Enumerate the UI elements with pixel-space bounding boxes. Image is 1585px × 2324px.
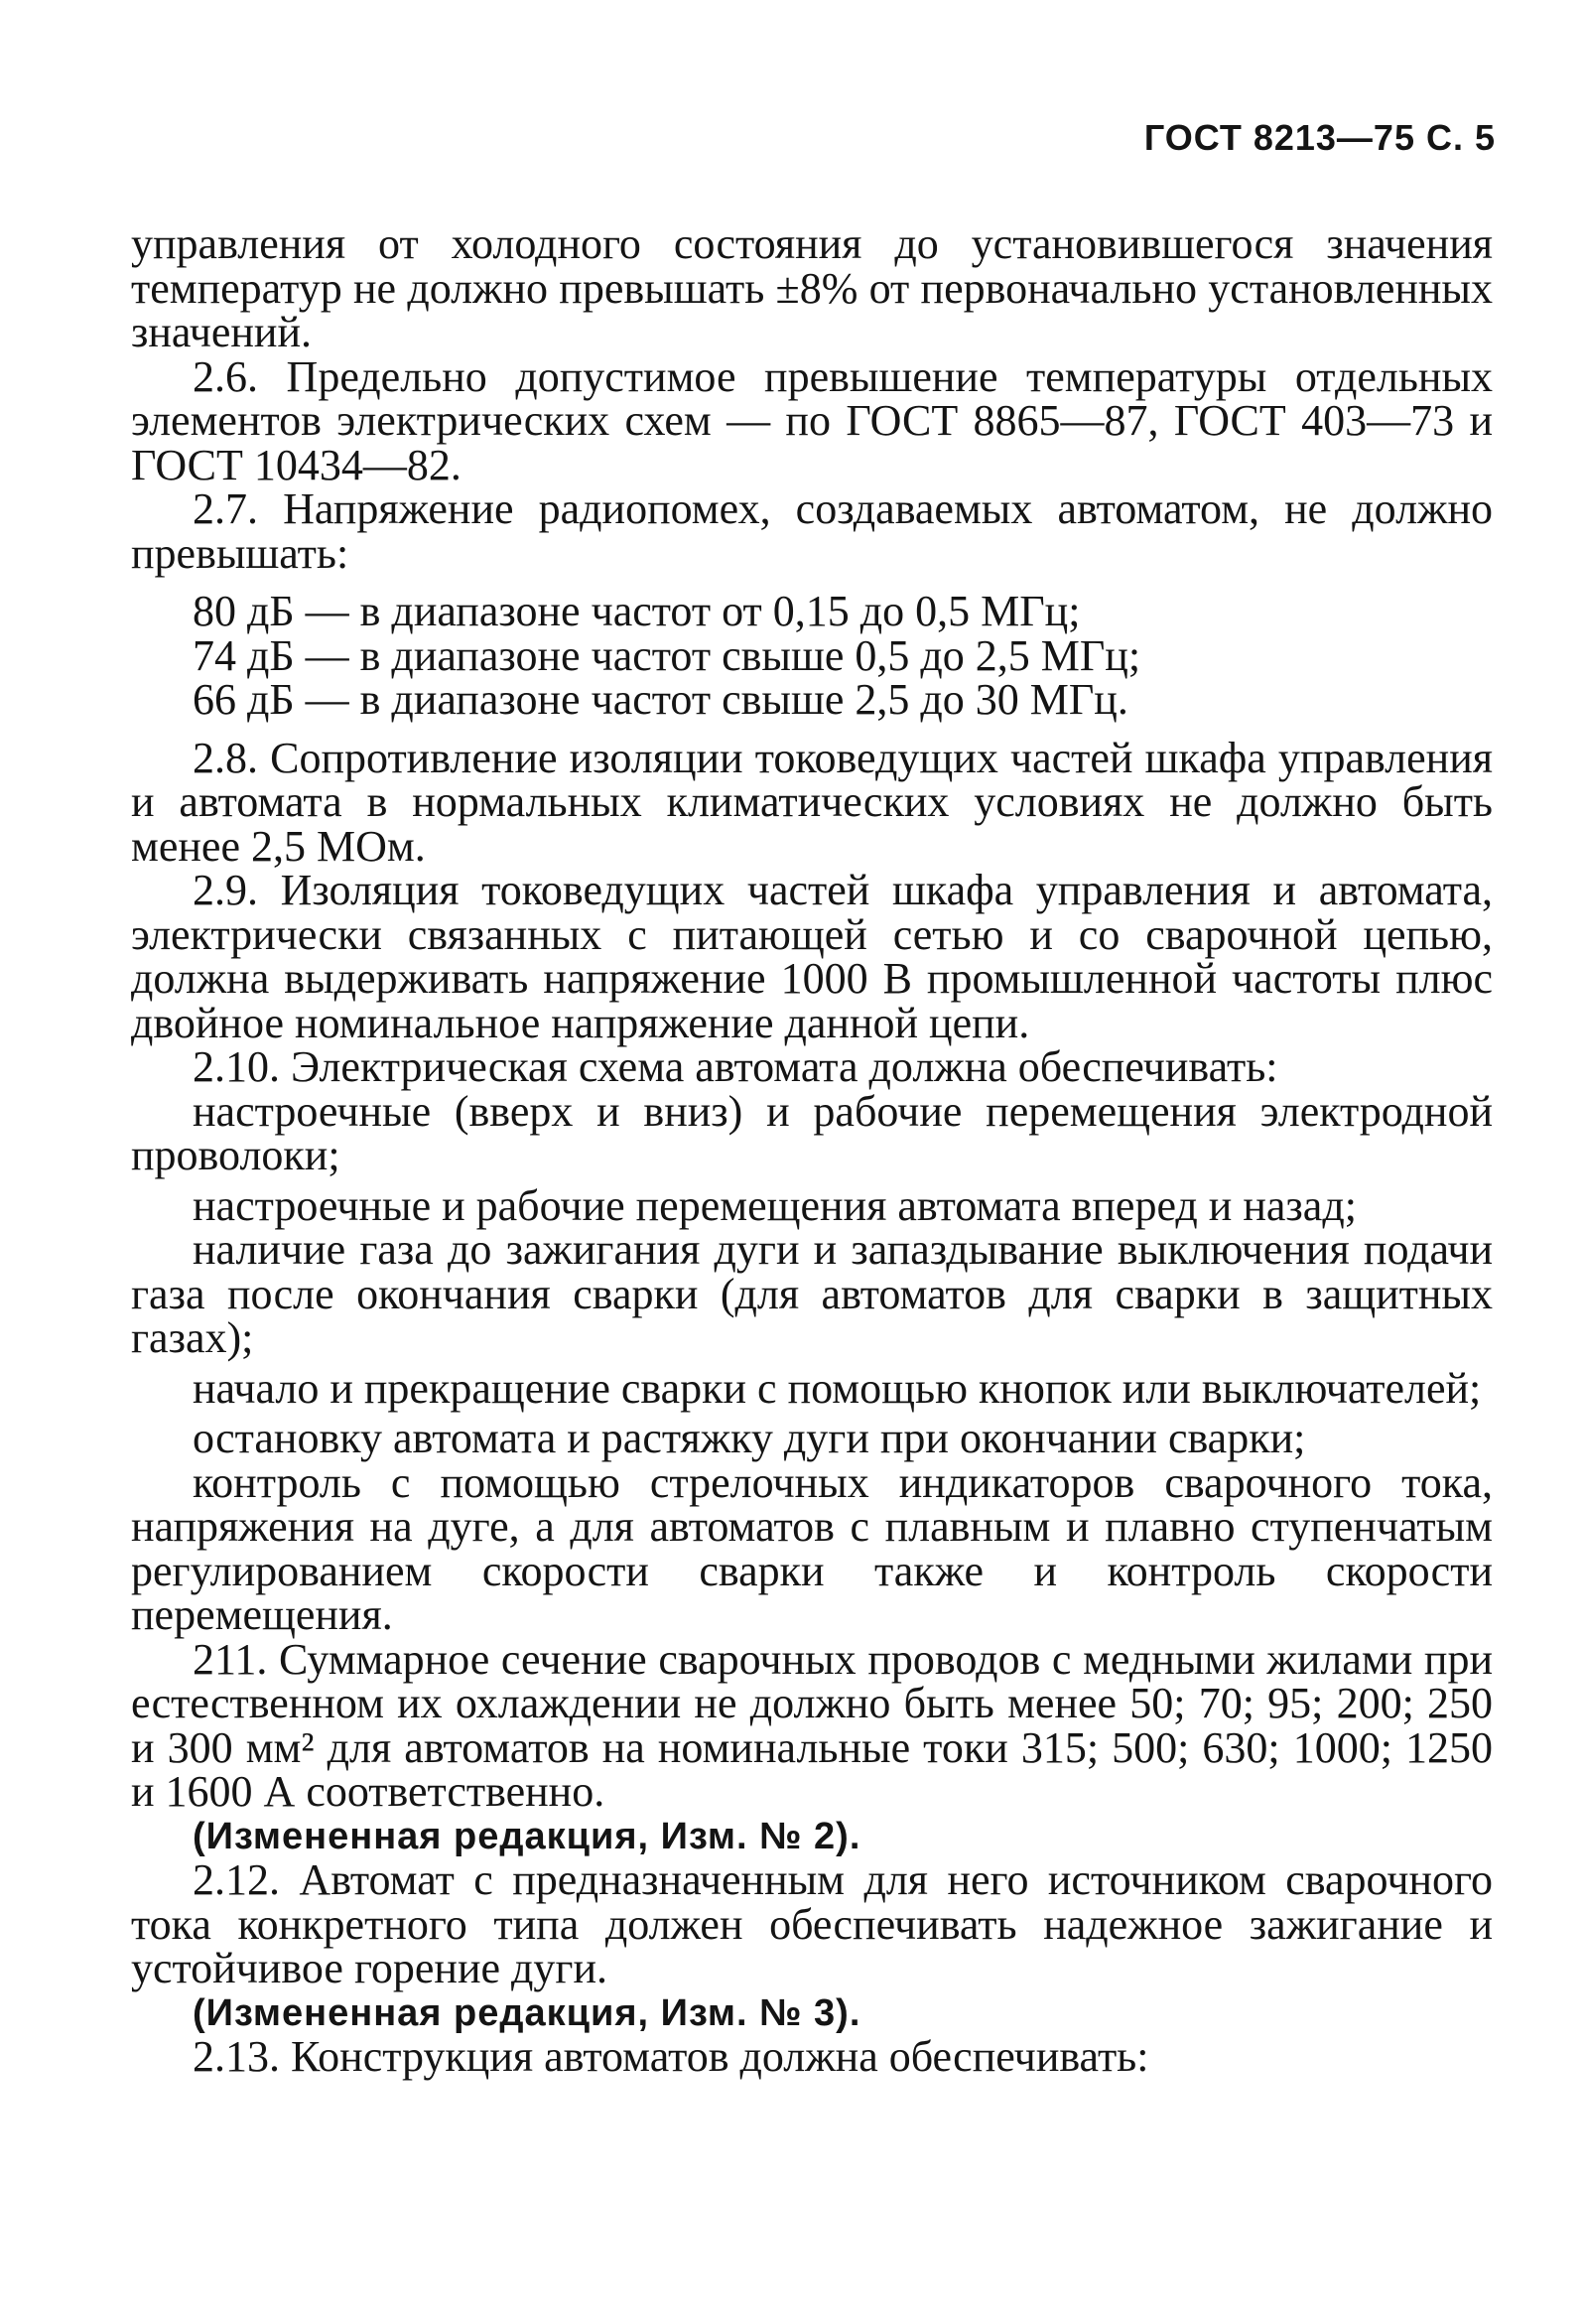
paragraph-2-5-continuation: управления от холодного состояния до установившегося значения температур не должно превышать ±8% от первоначально установленных значений. [131,219,1493,356]
paragraph-2-10-item-2: настроечные и рабочие перемещения автомата вперед и назад; [193,1180,1357,1230]
paragraph-2-6: 2.6. Предельно допустимое превышение температуры отдельных элементов электрических схем — по ГОСТ 8865—87, ГОСТ 403—73 и ГОСТ 10434—82. [131,351,1493,489]
paragraph-2-10-item-3: наличие газа до зажигания дуги и запаздывание выключения подачи газа после окончания сварки (для автоматов для сварки в защитных газах); [131,1225,1493,1362]
paragraph-2-8: 2.8. Сопротивление изоляции токоведущих частей шкафа управления и автомата в нормальных климатических условиях не должно быть менее 2,5 МОм. [131,733,1493,871]
paragraph-2-7-item-2: 74 дБ — в диапазоне частот свыше 0,5 до 2,5 МГц; [193,630,1141,680]
paragraph-2-11: 211. Суммарное сечение сварочных проводов с медными жилами при естественном их охлаждении не должно быть менее 50; 70; 95; 200; 250 и 300 мм² для автоматов на номинальные токи 315; 500; 630; 1000; 1250 и 1600 А соответственно. [131,1634,1493,1816]
amendment-note-3: (Измененная редакция, Изм. № 3). [193,1991,861,2034]
paragraph-2-13: 2.13. Конструкция автоматов должна обеспечивать: [193,2032,1149,2081]
amendment-note-2: (Измененная редакция, Изм. № 2). [193,1815,861,1857]
paragraph-2-10-item-5: остановку автомата и растяжку дуги при окончании сварки; [193,1414,1306,1462]
paragraph-2-12: 2.12. Автомат с предназначенным для него источником сварочного тока конкретного типа должен обеспечивать надежное зажигание и устойчивое горение дуги. [131,1855,1493,1992]
paragraph-2-7: 2.7. Напряжение радиопомех, создаваемых автоматом, не должно превышать: [131,484,1493,578]
paragraph-2-9: 2.9. Изоляция токоведущих частей шкафа управления и автомата, электрически связанных с питающей сетью и со сварочной цепью, должна выдерживать напряжение 1000 В промышленной частоты плюс двойное номинальное напряжение данной цепи. [131,866,1493,1047]
paragraph-2-10: 2.10. Электрическая схема автомата должна обеспечивать: [193,1042,1278,1091]
paragraph-2-7-item-3: 66 дБ — в диапазоне частот свыше 2,5 до 30 МГц. [193,675,1128,724]
paragraph-2-10-item-1: настроечные (вверх и вниз) и рабочие перемещения электродной проволоки; [131,1086,1493,1179]
paragraph-2-10-item-6: контроль с помощью стрелочных индикаторов сварочного тока, напряжения на дуге, а для автоматов с плавным и плавно ступенчатым регулированием скорости сварки также и контроль скорости перемещения. [131,1457,1493,1639]
paragraph-2-10-item-4: начало и прекращение сварки с помощью кнопок или выключателей; [193,1363,1482,1413]
page-header-standard-ref: ГОСТ 8213—75 С. 5 [1143,117,1496,158]
document-body [131,219,1493,2081]
paragraph-2-7-item-1: 80 дБ — в диапазоне частот от 0,15 до 0,5 МГц; [193,587,1081,635]
